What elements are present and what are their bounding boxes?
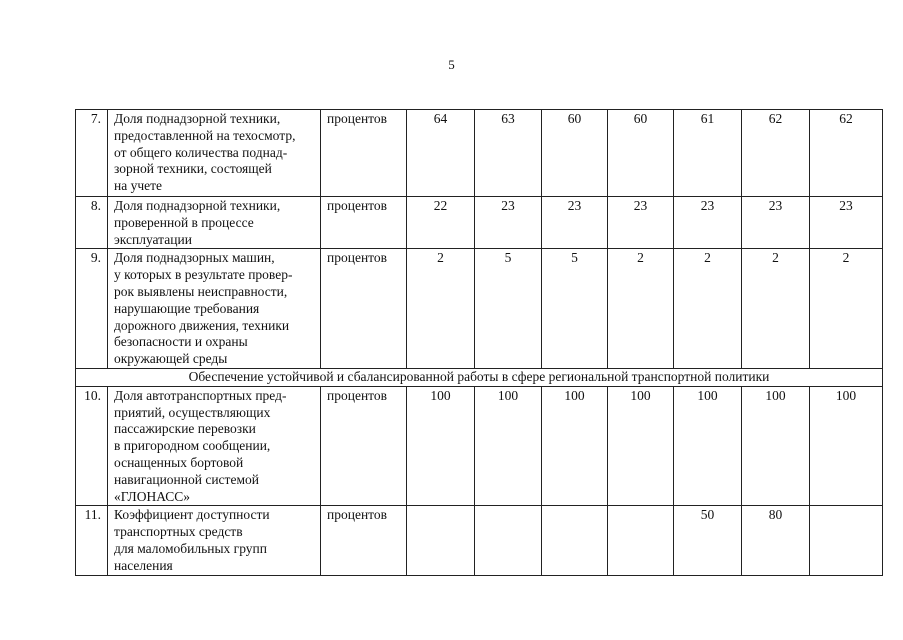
- unit-cell: процентов: [321, 197, 407, 249]
- indicator-name-line: нарушающие требования: [114, 300, 260, 316]
- indicator-name-line: в пригородном сообщении,: [114, 438, 271, 454]
- value-cell: 23: [542, 197, 608, 249]
- row-number: 7.: [76, 110, 108, 197]
- unit-cell: процентов: [321, 386, 407, 506]
- table-row: [76, 506, 883, 575]
- indicator-name: [108, 110, 321, 197]
- value-cell: 23: [475, 197, 542, 249]
- table-row: [76, 386, 883, 506]
- value-cell: 50: [674, 506, 742, 575]
- value-cell: 100: [674, 386, 742, 506]
- indicator-name-line: Доля поднадзорной техники,: [114, 198, 281, 213]
- indicator-name-line: Коэффициент доступности: [114, 507, 270, 523]
- table-row: [76, 197, 883, 249]
- value-cell: 61: [674, 110, 742, 197]
- value-cell: 2: [608, 249, 674, 369]
- value-cell: [475, 506, 542, 575]
- indicators-table: [75, 109, 883, 576]
- value-cell: 100: [742, 386, 810, 506]
- indicator-name: [108, 386, 321, 506]
- value-cell: 100: [810, 386, 883, 506]
- indicator-name-line: для маломобильных групп: [114, 540, 267, 556]
- indicator-name-line: окружающей среды: [114, 351, 228, 367]
- value-cell: [608, 506, 674, 575]
- section-heading: Обеспечение устойчивой и сбалансированной работы в сфере региональной транспортной политики: [76, 368, 883, 386]
- indicator-name-line: от общего количества поднад-: [114, 144, 288, 160]
- value-cell: 5: [542, 249, 608, 369]
- section-row: [76, 368, 883, 386]
- value-cell: 80: [742, 506, 810, 575]
- indicator-name-line: эксплуатации: [114, 231, 192, 247]
- row-number: 9.: [76, 249, 108, 369]
- table-body: [76, 110, 883, 576]
- value-cell: 100: [475, 386, 542, 506]
- indicator-name: [108, 506, 321, 575]
- indicator-name-line: населения: [114, 557, 173, 573]
- indicator-name-line: пассажирские перевозки: [114, 421, 256, 437]
- indicator-name-line: Доля поднадзорных машин,: [114, 250, 275, 266]
- value-cell: 62: [742, 110, 810, 197]
- value-cell: 2: [742, 249, 810, 369]
- value-cell: 100: [407, 386, 475, 506]
- value-cell: 23: [674, 197, 742, 249]
- indicator-name-line: Доля поднадзорной техники,: [114, 111, 281, 126]
- page-number: 5: [448, 57, 455, 72]
- indicator-name-line: у которых в результате провер-: [114, 267, 293, 283]
- unit-cell: процентов: [321, 249, 407, 369]
- value-cell: 23: [810, 197, 883, 249]
- indicator-name-line: дорожного движения, техники: [114, 317, 290, 333]
- value-cell: 2: [674, 249, 742, 369]
- value-cell: 23: [742, 197, 810, 249]
- indicator-name-line: зорной техники, состоящей: [114, 161, 272, 177]
- row-number: 8.: [76, 197, 108, 249]
- indicator-name-line: Доля автотранспортных пред-: [114, 387, 287, 403]
- indicator-name-line: транспортных средств: [114, 524, 243, 540]
- value-cell: 2: [810, 249, 883, 369]
- indicator-name-line: безопасности и охраны: [114, 334, 248, 350]
- value-cell: 100: [542, 386, 608, 506]
- indicator-name: [108, 249, 321, 369]
- value-cell: 62: [810, 110, 883, 197]
- value-cell: 22: [407, 197, 475, 249]
- value-cell: 60: [542, 110, 608, 197]
- table-row: [76, 110, 883, 197]
- value-cell: 60: [608, 110, 674, 197]
- value-cell: [407, 506, 475, 575]
- value-cell: [542, 506, 608, 575]
- unit-cell: процентов: [321, 110, 407, 197]
- value-cell: 2: [407, 249, 475, 369]
- indicator-name-line: приятий, осуществляющих: [114, 404, 271, 420]
- table-row: [76, 249, 883, 369]
- value-cell: 5: [475, 249, 542, 369]
- indicator-name-line: на учете: [114, 178, 163, 194]
- indicator-name: [108, 197, 321, 249]
- value-cell: 23: [608, 197, 674, 249]
- indicator-name-line: рок выявлены неисправности,: [114, 283, 288, 299]
- indicator-name-line: оснащенных бортовой: [114, 454, 244, 470]
- indicator-name-line: навигационной системой: [114, 471, 259, 487]
- indicator-name-line: предоставленной на техосмотр,: [114, 127, 296, 143]
- indicator-name-line: «ГЛОНАСС»: [114, 488, 191, 504]
- indicator-name-line: проверенной в процессе: [114, 214, 254, 230]
- unit-cell: процентов: [321, 506, 407, 575]
- value-cell: 64: [407, 110, 475, 197]
- value-cell: 100: [608, 386, 674, 506]
- row-number: 10.: [76, 386, 108, 506]
- value-cell: 63: [475, 110, 542, 197]
- value-cell: [810, 506, 883, 575]
- row-number: 11.: [76, 506, 108, 575]
